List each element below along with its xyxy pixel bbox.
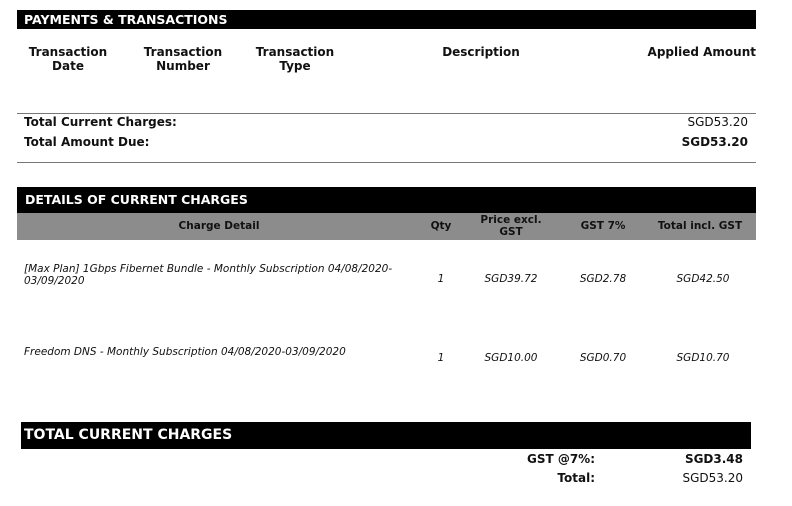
col-transaction-date: Transaction Date [28,45,108,73]
total-current-charges-value: SGD53.20 [687,115,748,129]
grand-total-value: SGD53.20 [682,471,743,485]
totals-header-bar [21,422,751,449]
charge-row-2-price: SGD10.00 [484,352,538,364]
details-title: DETAILS OF CURRENT CHARGES [25,192,248,207]
col-description: Description [442,45,520,59]
details-header-bar [17,187,756,213]
col-applied-amount: Applied Amount [647,45,756,59]
charge-row-2-total: SGD10.70 [676,352,730,364]
total-current-charges-label: Total Current Charges: [24,115,177,129]
grand-total-label: Total: [557,471,595,485]
total-amount-due-label: Total Amount Due: [24,135,150,149]
charge-row-1-detail: [Max Plan] 1Gbps Fibernet Bundle - Monthly Subscription 04/08/2020- 03/09/2020 [24,263,393,287]
payments-title: PAYMENTS & TRANSACTIONS [24,12,228,27]
payments-rule-bottom [17,162,756,163]
charge-row-1-price: SGD39.72 [484,273,538,285]
charge-row-1-total: SGD42.50 [676,273,730,285]
total-amount-due-value: SGD53.20 [681,135,748,149]
charge-row-1-gst: SGD2.78 [579,273,627,285]
charge-row-1-qty: 1 [437,273,445,285]
charge-row-2-detail: Freedom DNS - Monthly Subscription 04/08/2020-03/09/2020 [24,346,346,358]
col-charge-detail: Charge Detail [178,220,260,232]
col-qty: Qty [430,220,452,232]
col-gst-7: GST 7% [580,220,626,232]
gst-value: SGD3.48 [684,452,743,466]
payments-header-bar [17,10,756,29]
charge-row-2-qty: 1 [437,352,445,364]
col-transaction-number: Transaction Number [143,45,223,73]
col-transaction-type: Transaction Type [255,45,335,73]
totals-title: TOTAL CURRENT CHARGES [24,427,233,443]
payments-rule-top [17,113,756,114]
charge-row-2-gst: SGD0.70 [579,352,627,364]
col-price-excl-gst: Price excl. GST [480,214,542,238]
gst-label: GST @7%: [526,452,595,466]
col-total-incl-gst: Total incl. GST [657,220,743,232]
